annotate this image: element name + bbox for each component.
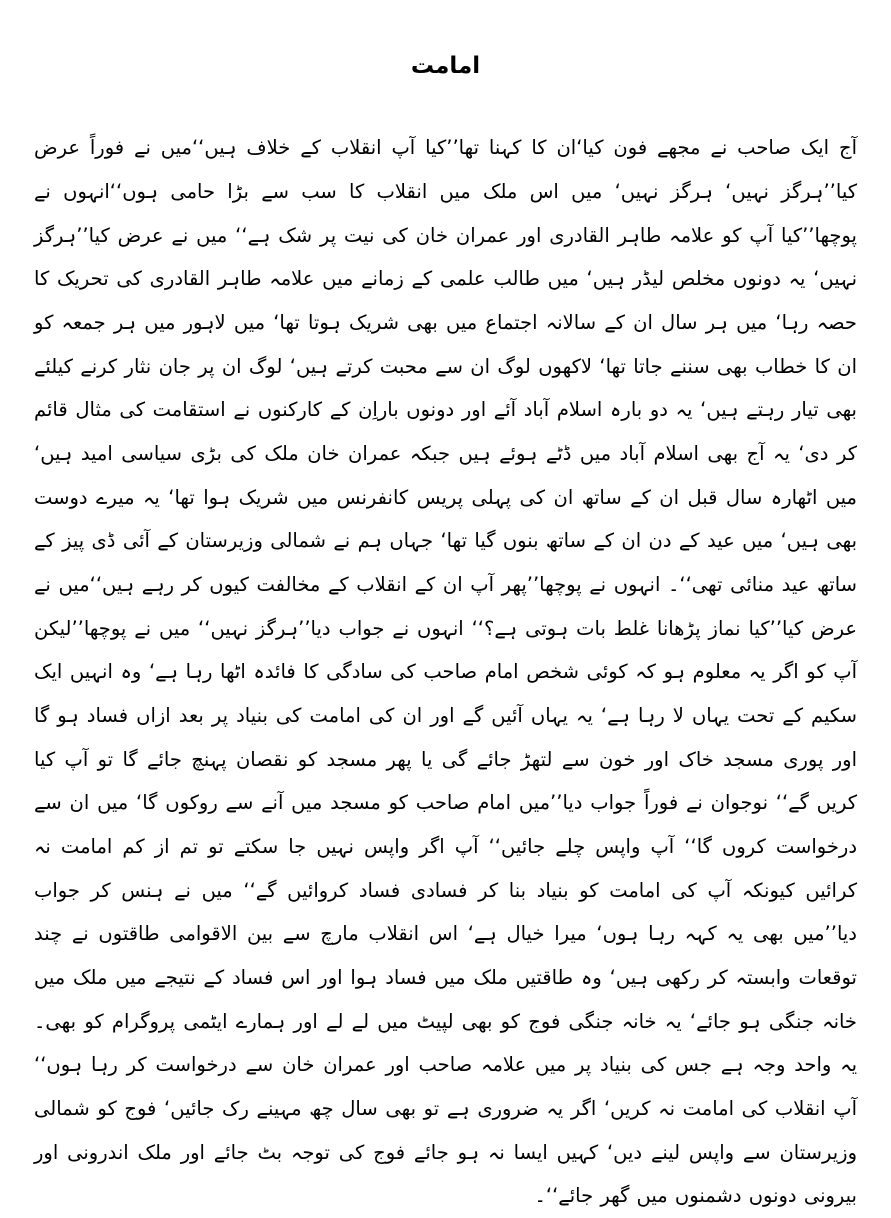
body-paragraph: آج ایک صاحب نے مجھے فون کیا‘ان کا کہنا تھا’’کیا آپ انقلاب کے خلاف ہیں‘‘میں نے فوراً عرض کیا’’ہرگز نہیں‘ ہرگز نہیں‘ میں اس ملک میں انقلاب کا سب سے بڑا حامی ہوں‘‘انہوں نے پوچھا’’کیا آپ کو علامہ طاہر القادری اور عمران خان کی نیت پر شک ہے‘‘ میں نے عرض کیا’’ہرگز نہیں‘ یہ دونوں مخلص لیڈر ہیں‘ میں طالب علمی کے زمانے میں علامہ طاہر القادری کی تحریک کا حصہ رہا‘ میں ہر سال ان کے سالانہ اجتماع میں بھی شریک ہوتا تھا‘ میں لاہور میں ہر جمعہ کو ان کا خطاب بھی سننے جاتا تھا‘ لاکھوں لوگ ان سے محبت کرتے ہیں‘ لوگ ان پر جان نثار کرنے کیلئے بھی تیار رہتے ہیں‘ یہ دو بارہ اسلام آباد آئے اور دونوں باراِن کے کارکنوں نے استقامت کی مثال قائم کر دی‘ یہ آج بھی اسلام آباد میں ڈٹے ہوئے ہیں جبکہ عمران خان ملک کی بڑی سیاسی امید ہیں‘ میں اٹھارہ سال قبل ان کے ساتھ ان کی پہلی پریس کانفرنس میں شریک ہوا تھا‘ یہ میرے دوست بھی ہیں‘ میں عید کے دن ان کے ساتھ بنوں گیا تھا‘ جہاں ہم نے شمالی وزیرستان کے آئی ڈی پیز کے ساتھ عید منائی تھی‘‘۔ انہوں نے پوچھا’’پھر آپ ان کے انقلاب کے مخالفت کیوں کر رہے ہیں‘‘میں نے عرض کیا’’کیا نماز پڑھانا غلط بات ہوتی ہے؟‘‘ انہوں نے جواب دیا’’ہرگز نہیں‘‘ میں نے پوچھا’’لیکن آپ کو اگر یہ معلوم ہو کہ کوئی شخص امام صاحب کی سادگی کا فائدہ اٹھا رہا ہے‘ وہ انہیں ایک سکیم کے تحت یہاں لا رہا ہے‘ یہ یہاں آئیں گے اور ان کی امامت کی بنیاد پر بعد ازاں فساد ہو گا اور پوری مسجد خاک اور خون سے لتھڑ جائے گی یا پھر مسجد کو نقصان پہنچ جائے گا تو آپ کیا کریں گے‘‘ نوجوان نے فوراً جواب دیا’’میں امام صاحب کو مسجد میں آنے سے روکوں گا‘ میں ان سے درخواست کروں گا‘‘ آپ واپس چلے جائیں‘‘ آپ اگر واپس نہیں جا سکتے تو تم از کم امامت نہ کرائیں کیونکہ آپ کی امامت کو بنیاد بنا کر فسادی فساد کروائیں گے‘‘ میں نے ہنس کر جواب دیا’’میں بھی یہ کہہ رہا ہوں‘ میرا خیال ہے‘ اس انقلاب مارچ سے بین الاقوامی طاقتوں نے چند توقعات وابستہ کر رکھی ہیں‘ وہ طاقتیں ملک میں فساد ہوا اور اس فساد کے نتیجے میں ملک میں خانہ جنگی ہو جائے‘ یہ خانہ جنگی فوج کو بھی لپیٹ میں لے لے اور ہمارے ایٹمی پروگرام کو بھی۔ یہ واحد وجہ ہے جس کی بنیاد پر میں علامہ صاحب اور عمران خان سے درخواست کر رہا ہوں‘‘ آپ انقلاب کی امامت نہ کریں‘ اگر یہ ضروری ہے تو بھی سال چھ مہینے رک جائیں‘ فوج کو شمالی وزیرستان سے واپس لینے دیں‘ کہیں ایسا نہ ہو جائے فوج کی توجہ بٹ جائے اور ملک اندرونی اور بیرونی دونوں دشمنوں میں گھر جائے‘‘۔: [34, 136, 857, 1208]
document-body: [34, 126, 857, 1218]
page-title: امامت: [410, 53, 481, 79]
